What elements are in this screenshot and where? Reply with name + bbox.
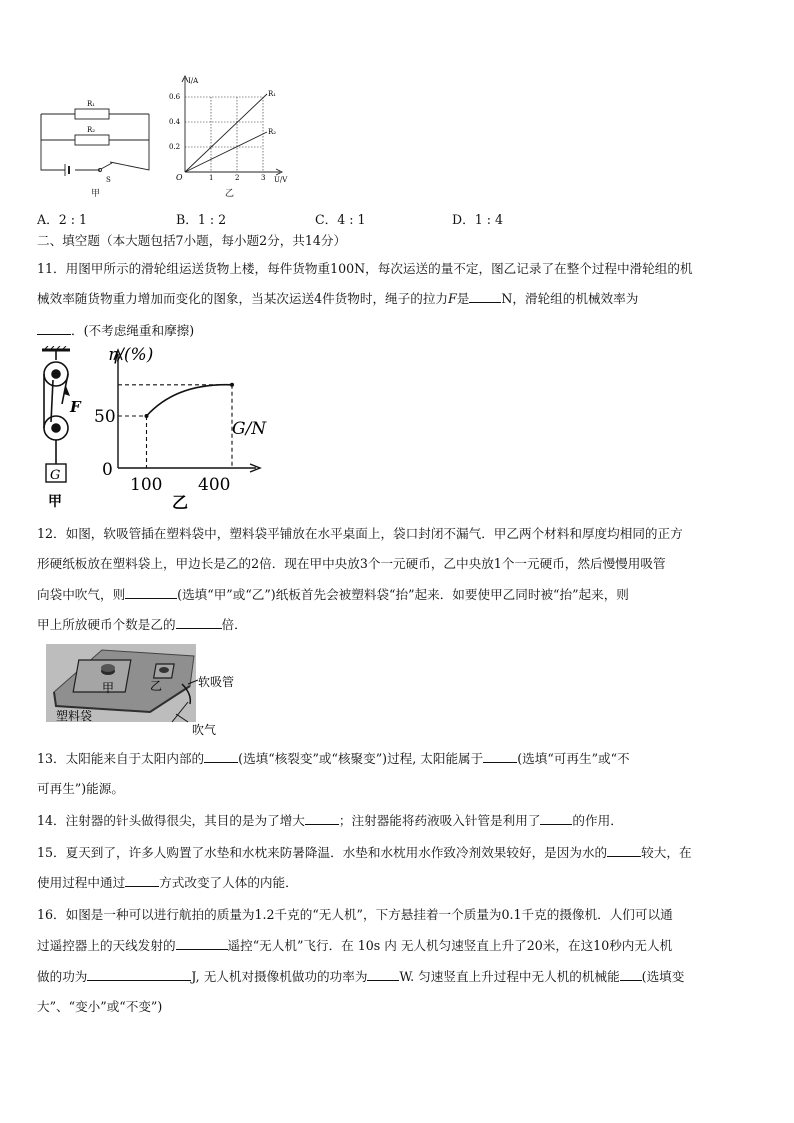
circuit-r1-label: R₁ — [87, 100, 96, 108]
chart-efficiency-curve — [147, 385, 233, 416]
q11-text-a: 械效率随货物重力增加而变化的图象，当某次运送4件货物时，绳子的拉力 — [37, 291, 449, 306]
graph-line-r1-label: R₁ — [268, 90, 277, 98]
q11-blank-efficiency[interactable] — [37, 322, 71, 335]
graph-line-r2 — [185, 132, 267, 172]
q12-line-2: 形硬纸板放在塑料袋上，甲边长是乙的2倍．现在甲中央放3个一元硬币，乙中央放1个一元硬币，然后慢慢用吸管 — [37, 556, 666, 571]
iu-graph — [165, 72, 295, 187]
q12-line-1: 12．如图，软吸管插在塑料袋中，塑料袋平铺放在水平桌面上，袋口封闭不漏气．甲乙两个材料和厚度均相同的正方 — [37, 526, 683, 541]
chart-point-start — [145, 415, 148, 418]
q13-line-2: 可再生”)能源。 — [37, 781, 124, 796]
option-d: D．1 : 4 — [452, 212, 503, 227]
chart-xlabel: G/N — [232, 419, 267, 439]
q14-text-c: 的作用． — [572, 813, 623, 828]
photo-label-blow: 吹气 — [192, 723, 217, 737]
q16-text-b: 遥控“无人机”飞行．在 10s 内 无人机匀速竖直上升了20米，在这10秒内无人机 — [227, 938, 673, 953]
q11-blank-force[interactable] — [469, 290, 501, 303]
q16-blank-work[interactable] — [87, 968, 191, 981]
q15-text-a: 15．夏天到了，许多人购置了水垫和水枕来防暑降温．水垫和水枕用水作致冷剂效果较好，是因为水的 — [37, 845, 608, 860]
photo-label-jia: 甲 — [102, 681, 115, 695]
q16-text-f: (选填变 — [641, 969, 685, 984]
section-title: 二、填空题（本大题包括7小题，每小题2分，共14分） — [37, 233, 347, 248]
chart-ylabel: η/(%) — [108, 345, 154, 365]
q11-text-d: N，滑轮组的机械效率为 — [501, 291, 639, 306]
q12-text-a: 向袋中吹气，则 — [37, 587, 126, 602]
graph-ytick-02: 0.2 — [169, 143, 181, 151]
q14-text-a: 14．注射器的针头做得很尖，其目的是为了增大 — [37, 813, 305, 828]
q16-line-3 — [37, 968, 684, 986]
chart-caption: 乙 — [172, 493, 189, 512]
q11-line-3 — [37, 322, 194, 340]
q13-blank-process[interactable] — [204, 750, 238, 763]
q13-text-b: (选填“核裂变”或“核聚变”)过程, 太阳能属于 — [238, 751, 484, 766]
q12-text-c: 甲上所放硬币个数是乙的 — [37, 617, 176, 632]
q16-blank-energy[interactable] — [620, 968, 642, 981]
q12-text-b: (选填“甲”或“乙”)纸板首先会被塑料袋“抬”起来．如要使甲乙同时被“抬”起来，则 — [177, 587, 629, 602]
q11-line-1: 11．用图甲所示的滑轮组运送货物上楼，每件货物重100N，每次运送的量不定，图乙记录了在整个过程中滑轮组的机 — [37, 261, 693, 276]
q15-text-c: 使用过程中通过 — [37, 875, 126, 890]
graph-xtick-3: 3 — [261, 174, 266, 182]
graph-xtick-2: 2 — [235, 174, 240, 182]
q11-text-c: 是 — [456, 291, 470, 306]
q15-blank-property[interactable] — [607, 844, 641, 857]
chart-xtick-100: 100 — [130, 475, 163, 495]
chart-point-end — [231, 383, 234, 386]
q12-blank-ratio[interactable] — [176, 616, 222, 629]
q12-blank-which[interactable] — [125, 586, 177, 599]
q16-text-a: 过遥控器上的天线发射的 — [37, 938, 176, 953]
circuit-caption: 甲 — [91, 189, 101, 199]
q15-blank-method[interactable] — [125, 874, 159, 887]
circuit-switch-label: S — [106, 176, 111, 184]
graph-origin: O — [176, 173, 183, 182]
q13-line-1 — [37, 750, 630, 768]
q14-blank-pressure[interactable] — [305, 812, 339, 825]
chart-xtick-400: 400 — [198, 475, 231, 495]
bag-photo — [42, 642, 257, 737]
q14-blank-force[interactable] — [540, 812, 572, 825]
graph-line-r2-label: R₂ — [268, 128, 277, 136]
q11-text-f: F — [448, 291, 457, 306]
q16-blank-wave[interactable] — [176, 937, 228, 950]
graph-ytick-04: 0.4 — [169, 118, 181, 126]
q16-line-4: 大”、“变小”或“不变”) — [37, 999, 163, 1014]
q14-line — [37, 812, 623, 830]
q13-text-a: 13．太阳能来自于太阳内部的 — [37, 751, 205, 766]
graph-line-r1 — [185, 94, 267, 172]
pulley-force-label: F — [70, 398, 81, 416]
photo-label-bag: 塑料袋 — [56, 709, 93, 723]
q12-text-d: 倍． — [221, 617, 247, 632]
photo-label-yi: 乙 — [150, 679, 163, 693]
graph-xlabel: U/V — [274, 176, 288, 184]
q16-line-2 — [37, 937, 672, 955]
photo-label-straw: 软吸管 — [198, 675, 235, 689]
q15-text-d: 方式改变了人体的内能． — [159, 875, 298, 890]
q16-blank-power[interactable] — [367, 968, 399, 981]
q16-text-c: 做的功为 — [37, 969, 88, 984]
efficiency-chart — [92, 342, 272, 512]
q16-line-1: 16．如图是一种可以进行航拍的质量为1.2千克的“无人机”，下方悬挂着一个质量为0.1千克的摄像机．人们可以通 — [37, 907, 673, 922]
option-b: B．1 : 2 — [176, 212, 227, 227]
circuit-diagram — [35, 90, 155, 190]
q15-text-b: 较大，在 — [641, 845, 692, 860]
graph-ylabel: I/A — [188, 77, 199, 85]
pulley-caption: 甲 — [48, 494, 62, 510]
graph-xtick-1: 1 — [209, 174, 214, 182]
chart-ytick-50: 50 — [94, 407, 116, 427]
pulley-weight-label: G — [50, 468, 61, 483]
circuit-r2-label: R₂ — [87, 126, 96, 134]
q11-line-2 — [37, 290, 638, 308]
graph-ytick-06: 0.6 — [169, 93, 181, 101]
q11-text-l3: ．(不考虑绳重和摩擦) — [71, 323, 195, 338]
option-c: C．4 : 1 — [315, 212, 366, 227]
option-a: A．2 : 1 — [37, 212, 87, 227]
q14-text-b: ；注射器能将药液吸入针管是利用了 — [338, 813, 541, 828]
q12-line-4 — [37, 616, 247, 634]
q16-text-e: W. 匀速竖直上升过程中无人机的机械能 — [399, 969, 620, 984]
q13-text-c: (选填“可再生”或“不 — [517, 751, 630, 766]
q15-line-1 — [37, 844, 692, 862]
pulley-system — [36, 346, 86, 512]
q15-line-2 — [37, 874, 298, 892]
graph-caption: 乙 — [225, 189, 235, 199]
q16-text-d: J, 无人机对摄像机做功的功率为 — [191, 969, 368, 984]
chart-zero: 0 — [102, 460, 113, 480]
q12-line-3 — [37, 586, 629, 604]
q13-blank-renewable[interactable] — [483, 750, 517, 763]
